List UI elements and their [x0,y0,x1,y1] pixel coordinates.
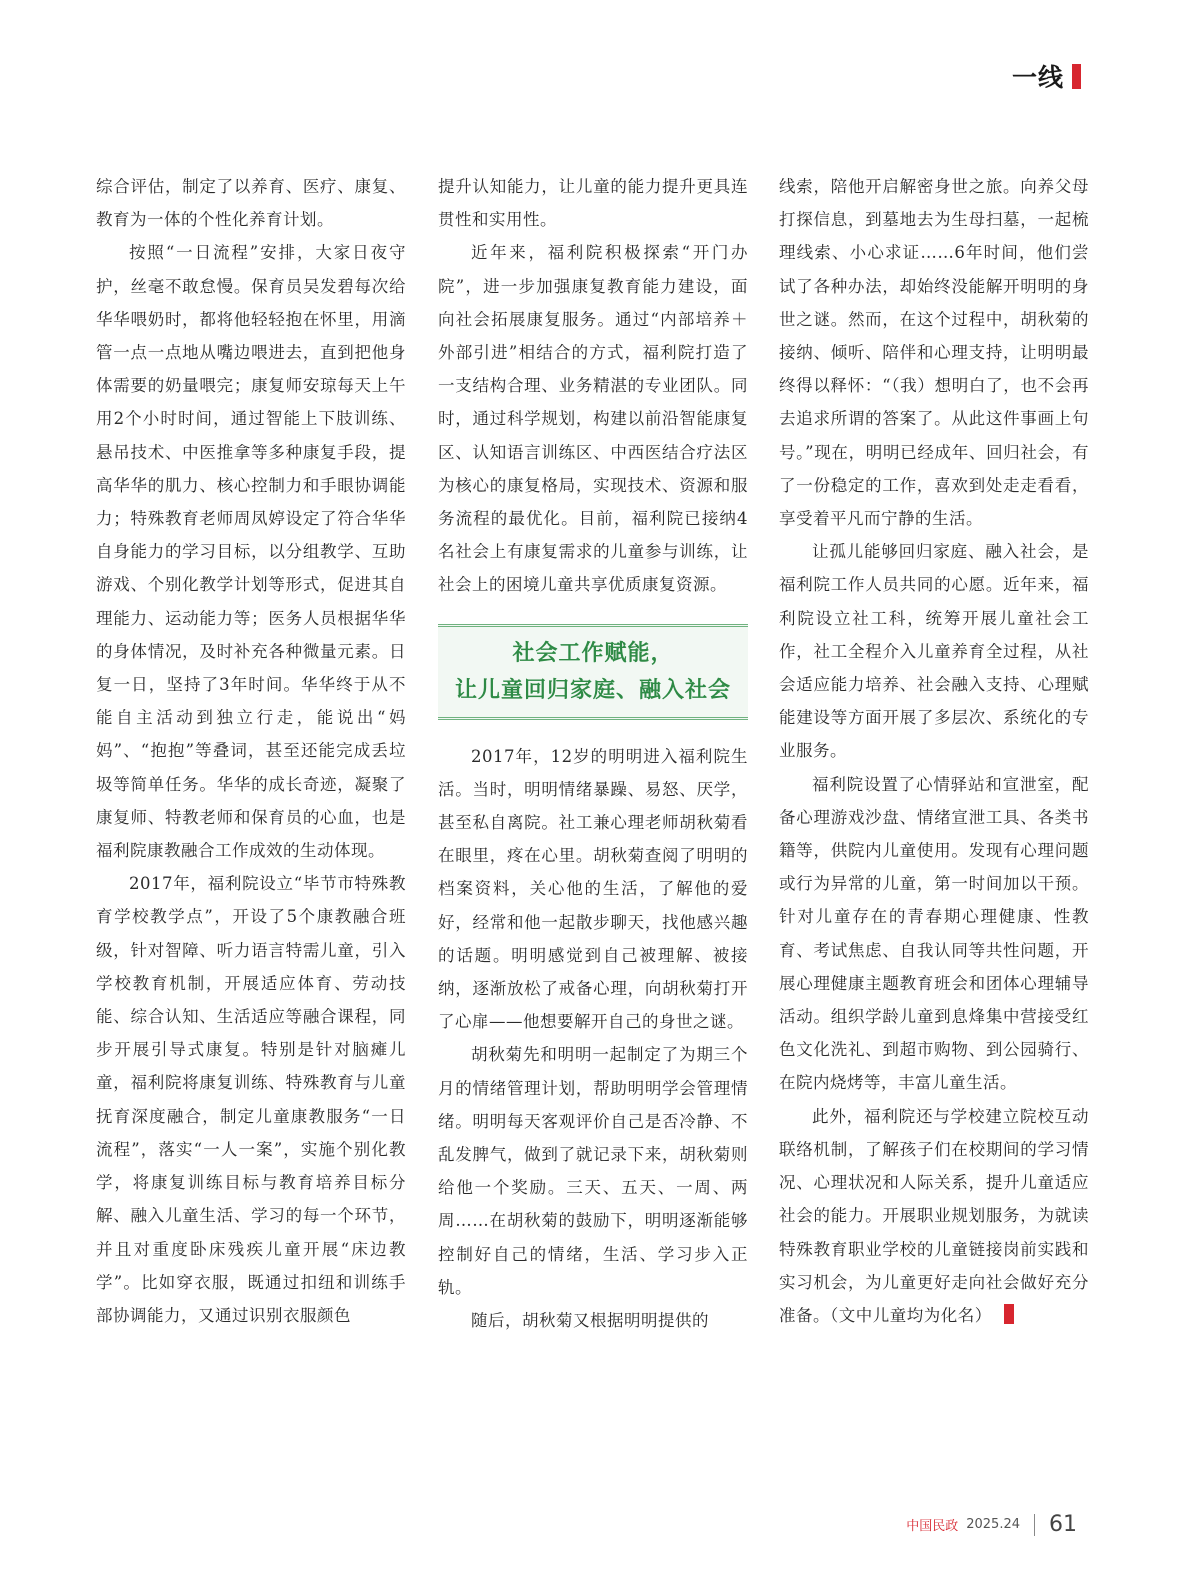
paragraph: 近年来，福利院积极探索“开门办院”，进一步加强康复教育能力建设，面向社会拓展康复服务。通过“内部培养＋外部引进”相结合的方式，福利院打造了一支结构合理、业务精湛的专业团队。同时，通过科学规划，构建以前沿智能康复区、认知语言训练区、中西医结合疗法区为核心的康复格局，实现技术、资源和服务流程的最优化。目前，福利院已接纳4名社会上有康复需求的儿童参与训练，让社会上的困境儿童共享优质康复资源。 [438,243,748,595]
issue-number: 2025.24 [966,1517,1020,1532]
paragraph: 福利院设置了心情驿站和宣泄室，配备心理游戏沙盘、情绪宣泄工具、各类书籍等，供院内儿童使用。发现有心理问题或行为异常的儿童，第一时间加以干预。针对儿童存在的青春期心理健康、性教育、考试焦虑、自我认同等共性问题，开展心理健康主题教育班会和团体心理辅导活动。组织学龄儿童到息烽集中营接受红色文化洗礼、到超市购物、到公园骑行、在院内烧烤等，丰富儿童生活。 [779,774,1089,1093]
column-1 [96,170,406,1332]
section-marker-icon [1072,64,1081,89]
subheading-box [438,624,748,720]
paragraph-final-text: 此外，福利院还与学校建立院校互动联络机制，了解孩子们在校期间的学习情况、心理状况和人际关系，提升儿童适应社会的能力。开展职业规划服务，为就读特殊教育职业学校的儿童链接岗前实践和实习机会，为儿童更好走向社会做好充分准备。（文中儿童均为化名） [779,1106,1089,1325]
paragraph: 提升认知能力，让儿童的能力提升更具连贯性和实用性。 [438,177,748,230]
paragraph: 2017年，福利院设立“毕节市特殊教育学校教学点”，开设了5个康教融合班级，针对智障、听力语言特需儿童，引入学校教育机制，开展适应体育、劳动技能、综合认知、生活适应等融合课程，同步开展引导式康复。特别是针对脑瘫儿童，福利院将康复训练、特殊教育与儿童抚育深度融合，制定儿童康教服务“一日流程”，落实“一人一案”，实施个别化教学，将康复训练目标与教育培养目标分解、融入儿童生活、学习的每一个环节，并且对重度卧床残疾儿童开展“床边教学”。比如穿衣服，既通过扣纽和训练手部协调能力，又通过识别衣服颜色 [96,874,406,1325]
subheading-line-1: 社会工作赋能， [512,640,674,666]
section-title: 一线 [1011,63,1064,92]
column-3 [779,170,1089,1332]
paragraph: 胡秋菊先和明明一起制定了为期三个月的情绪管理计划，帮助明明学会管理情绪。明明每天客观评价自己是否冷静、不乱发脾气，做到了就记录下来，胡秋菊则给他一个奖励。三天、五天、一周、两周……在胡秋菊的鼓励下，明明逐渐能够控制好自己的情绪，生活、学习步入正轨。 [438,1045,748,1297]
paragraph: 综合评估，制定了以养育、医疗、康复、教育为一体的个性化养育计划。 [96,177,406,230]
column-2 [438,170,748,1337]
subheading-line-2: 让儿童回归家庭、融入社会 [454,677,731,703]
paragraph-final [779,1100,1089,1332]
page-footer [906,1512,1077,1537]
paragraph: 按照“一日流程”安排，大家日夜守护，丝毫不敢怠慢。保育员吴发碧每次给华华喂奶时，都将他轻轻抱在怀里，用滴管一点一点地从嘴边喂进去，直到把他身体需要的奶量喂完；康复师安琼每天上午用2个小时时间，通过智能上下肢训练、悬吊技术、中医推拿等多种康复手段，提高华华的肌力、核心控制力和手眼协调能力；特殊教育老师周凤婷设定了符合华华自身能力的学习目标，以分组教学、互助游戏、个别化教学计划等形式，促进其自理能力、运动能力等；医务人员根据华华的身体情况，及时补充各种微量元素。日复一日，坚持了3年时间。华华终于从不能自主活动到独立行走，能说出“妈妈”、“抱抱”等叠词，甚至还能完成丢垃圾等简单任务。华华的成长奇迹，凝聚了康复师、特教老师和保育员的心血，也是福利院康教融合工作成效的生动体现。 [96,243,406,861]
paragraph: 2017年，12岁的明明进入福利院生活。当时，明明情绪暴躁、易怒、厌学，甚至私自离院。社工兼心理老师胡秋菊看在眼里，疼在心里。胡秋菊查阅了明明的档案资料，关心他的生活，了解他的爱好，经常和他一起散步聊天，找他感兴趣的话题。明明感觉到自己被理解、被接纳，逐渐放松了戒备心理，向胡秋菊打开了心扉——他想要解开自己的身世之谜。 [438,746,748,1032]
paragraph: 随后，胡秋菊又根据明明提供的 [471,1311,709,1331]
paragraph: 线索，陪他开启解密身世之旅。向养父母打探信息，到墓地去为生母扫墓，一起梳理线索、小心求证……6年时间，他们尝试了各种办法，却始终没能解开明明的身世之谜。然而，在这个过程中，胡秋菊的接纳、倾听、陪伴和心理支持，让明明最终得以释怀：“（我）想明白了，也不会再去追求所谓的答案了。从此这件事画上句号。”现在，明明已经成年、回归社会，有了一份稳定的工作，喜欢到处走走看看，享受着平凡而宁静的生活。 [779,177,1089,529]
footer-divider [1034,1514,1035,1536]
paragraph: 让孤儿能够回归家庭、融入社会，是福利院工作人员共同的心愿。近年来，福利院设立社工科，统筹开展儿童社会工作，社工全程介入儿童养育全过程，从社会适应能力培养、社会融入支持、心理赋能建设等方面开展了多层次、系统化的专业服务。 [779,542,1089,761]
page-number: 61 [1049,1512,1077,1537]
magazine-name: 中国民政 [906,1519,959,1534]
section-tag [1012,58,1081,94]
article-end-icon [1004,1304,1014,1324]
